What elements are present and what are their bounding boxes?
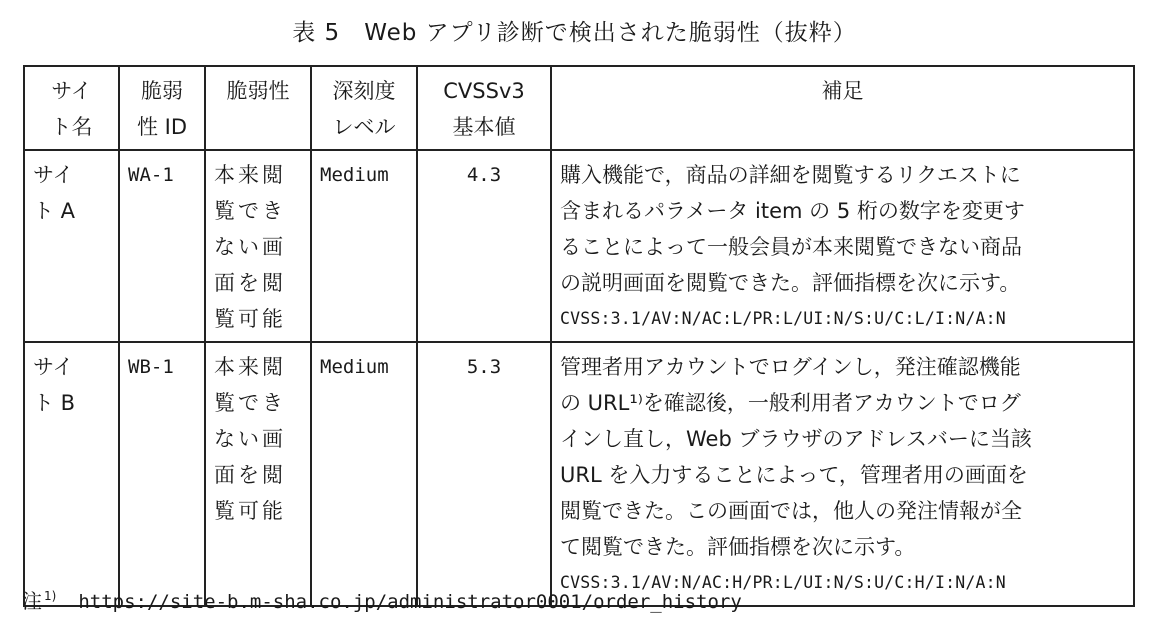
cell-cvss-score: 4.3 xyxy=(417,150,551,342)
header-notes: 補足 xyxy=(551,66,1134,150)
header-severity: 深刻度 レベル xyxy=(311,66,417,150)
cvss-vector: CVSS:3.1/AV:N/AC:L/PR:L/UI:N/S:U/C:L/I:N/A:N xyxy=(560,309,1006,328)
cell-vulnerability: 本来閲 覧でき ない画 面を閲 覧可能 xyxy=(205,150,311,342)
cell-notes: 購入機能で，商品の詳細を閲覧するリクエストに 含まれるパラメータ item の 5 桁の数字を変更す ることによって一般会員が本来閲覧できない商品 の説明画面を閲覧できた。評価指標を次に示す。 CVSS:3.1/AV:N/AC:L/PR:L/UI:N/S:U/C:L/I:N/A:N xyxy=(551,150,1134,342)
cvss-vector: CVSS:3.1/AV:N/AC:H/PR:L/UI:N/S:U/C:H/I:N/A:N xyxy=(560,573,1006,592)
footnote-mark: 1) xyxy=(44,589,57,604)
cell-vulnerability: 本来閲 覧でき ない画 面を閲 覧可能 xyxy=(205,342,311,606)
table-header-row xyxy=(24,66,1134,150)
header-site-name: サイ ト名 xyxy=(24,66,119,150)
header-vuln-id: 脆弱 性 ID xyxy=(119,66,205,150)
cell-site-name: サイ ト B xyxy=(24,342,119,606)
table-caption: 表 5 Web アプリ診断で検出された脆弱性（抜粋） xyxy=(292,20,857,46)
header-vulnerability: 脆弱性 xyxy=(205,66,311,150)
footnote-url: https://site-b.m-sha.co.jp/administrator0001/order_history xyxy=(78,591,742,613)
footnote xyxy=(22,585,742,614)
cell-site-name: サイ ト A xyxy=(24,150,119,342)
table-row xyxy=(24,150,1134,342)
vulnerability-table xyxy=(23,65,1135,607)
cell-cvss-score: 5.3 xyxy=(417,342,551,606)
cell-vuln-id: WB-1 xyxy=(119,342,205,606)
cell-severity: Medium xyxy=(311,150,417,342)
footnote-label: 注 xyxy=(22,589,42,613)
cell-severity: Medium xyxy=(311,342,417,606)
cell-vuln-id: WA-1 xyxy=(119,150,205,342)
table-row xyxy=(24,342,1134,606)
cell-notes: 管理者用アカウントでログインし，発注確認機能 の URL¹⁾を確認後，一般利用者アカウントでログ インし直し，Web ブラウザのアドレスバーに当該 URL を入力することによって，管理者用の画面を 閲覧できた。この画面では，他人の発注情報が全 て閲覧できた。評価指標を次に示す。 CVSS:3.1/AV:N/AC:H/PR:L/UI:N/S:U/C:H/I:N/A:N xyxy=(551,342,1134,606)
header-cvss-score: CVSSv3 基本値 xyxy=(417,66,551,150)
